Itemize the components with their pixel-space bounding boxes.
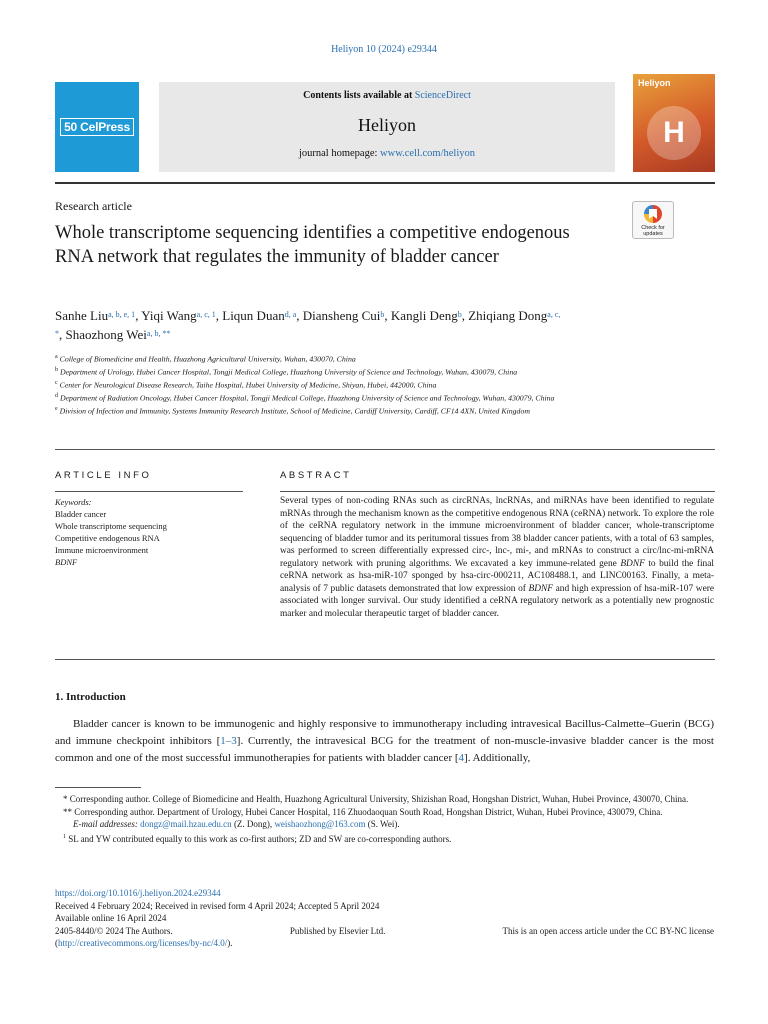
doi-link[interactable]: https://doi.org/10.1016/j.heliyon.2024.e29344 bbox=[55, 888, 221, 898]
abstract-end-divider bbox=[55, 659, 715, 660]
license-link[interactable]: http://creativecommons.org/licenses/by-nc/4.0/ bbox=[58, 938, 228, 949]
abstract-text: Several types of non-coding RNAs such as circRNAs, lncRNAs, and miRNAs have been identified to regulate mRNAs through the mechanism known as the competitive endogenous RNA (ceRNA) network. To explore the role of the ceRNA regulatory network in the immune microenvironment of bladder cancer, whole-transcriptome sequencing of bladder tumor and its peritumoral tissues from 38 bladder cancer patients, with a total of 63 samples, was performed to screen differentially expressed circ-, lnc-, mi-, and mRNAs to construct a circ/lnc-mi-mRNA regulatory network with pruning algorithms. We excavated a key immune-related gene BDNF to build the final ceRNA network as hsa-miR-107 sponged by hsa-circ-000211, AC108488.1, and LINC00163. Finally, a meta-analysis of 7 public datasets demonstrated that low expression of BDNF and high expression of hsa-miR-107 were associated with longer survival. Our study identified a ceRNA regulatory network as a potentially new prognostic marker and molecular therapeutic target of bladder cancer. bbox=[280, 496, 715, 619]
article-title: Whole transcriptome sequencing identifies a competitive endogenous RNA network that regulates the immunity of bladder cancer bbox=[55, 223, 570, 267]
article-metadata bbox=[55, 887, 714, 950]
affiliation-item: $^d$ Department of Radiation Oncology, Hubei Cancer Hospital, Tongji Medical College, Huazhong University of Science and Technology, Wuhan, 430079, China bbox=[55, 393, 555, 403]
author-name[interactable]: Liqun Duan$^{d, a}$, bbox=[222, 308, 303, 323]
keyword-item: Competitive endogenous RNA bbox=[55, 533, 160, 543]
author-name[interactable]: Sanhe Liu$^{a, b, e, 1}$, bbox=[55, 308, 142, 323]
received-dates: Received 4 February 2024; Received in revised form 4 April 2024; Accepted 5 April 2024 bbox=[55, 900, 380, 911]
abstract-heading: ABSTRACT bbox=[280, 470, 352, 481]
journal-masthead bbox=[55, 74, 715, 174]
footnotes bbox=[55, 793, 714, 845]
article-type: Research article bbox=[55, 199, 132, 213]
footnote-corresponding-1: * Corresponding author. College of Biomedicine and Health, Huazhong Agricultural University, Shizishan Road, Hongshan District, Wuhan, Hubei Province, 430070, China. bbox=[63, 794, 689, 804]
email-link[interactable]: weishaozhong@163.com bbox=[274, 819, 366, 830]
bookmark-icon bbox=[644, 205, 662, 223]
license-line: 2405-8440/© 2024 The Authors. Published by Elsevier Ltd. This is an open access article under the CC BY-NC license bbox=[55, 925, 714, 936]
keyword-item: Whole transcriptome sequencing bbox=[55, 521, 167, 531]
section-divider bbox=[55, 449, 715, 450]
citation-link[interactable]: 4 bbox=[458, 752, 465, 764]
email-link[interactable]: dongz@mail.hzau.edu.cn bbox=[140, 819, 232, 830]
affiliation-item: $^b$ Department of Urology, Hubei Cancer Hospital, Tongji Medical College, Huazhong University of Science and Technology, Wuhan, 430079, China bbox=[55, 367, 518, 377]
check-updates-label: Check for updates bbox=[641, 225, 665, 237]
author-affiliation-marks[interactable]: a, c, 1 bbox=[196, 310, 216, 319]
keyword-item: Immune microenvironment bbox=[55, 545, 149, 555]
author-affiliation-marks[interactable]: a, b, ** bbox=[146, 329, 171, 338]
gene-name: BDNF bbox=[528, 583, 554, 594]
footnote-equal-contribution: $^1$ SL and YW contributed equally to this work as co-first authors; ZD and SW are co-corresponding authors. bbox=[63, 833, 452, 844]
cellpress-logo-text: 50 CelPress bbox=[60, 118, 134, 136]
author-name[interactable]: Kangli Deng$^b$, bbox=[390, 308, 469, 323]
journal-reference[interactable]: Heliyon 10 (2024) e29344 bbox=[331, 44, 437, 55]
author-name[interactable]: Yiqi Wang$^{a, c, 1}$, bbox=[141, 308, 223, 323]
homepage-line: journal homepage: www.cell.com/heliyon bbox=[298, 148, 476, 159]
citation-link[interactable]: 1–3 bbox=[220, 735, 237, 747]
keyword-item: Bladder cancer bbox=[55, 509, 107, 519]
cover-emblem bbox=[647, 106, 701, 160]
author-list bbox=[55, 306, 615, 344]
cellpress-logo[interactable] bbox=[55, 82, 139, 172]
article-info-heading: ARTICLE INFO bbox=[55, 470, 152, 481]
available-online: Available online 16 April 2024 bbox=[55, 913, 167, 924]
author-name[interactable]: Zhiqiang Dong$^{a, c, *}$, bbox=[55, 308, 561, 342]
author-affiliation-marks[interactable]: d, a bbox=[284, 310, 297, 319]
footnote-emails: E-mail addresses: dongz@mail.hzau.edu.cn (Z. Dong), weishaozhong@163.com (S. Wei). bbox=[73, 819, 400, 830]
affiliation-item: $^e$ Division of Infection and Immunity, Systems Immunity Research Institute, School of Medicine, Cardiff University, Cardiff, CF14 4XN, United Kingdom bbox=[55, 406, 530, 416]
keyword-item: BDNF bbox=[55, 557, 78, 567]
author-affiliation-marks[interactable]: b bbox=[380, 310, 385, 319]
author-name[interactable]: Diansheng Cui$^b$, bbox=[302, 308, 391, 323]
footnote-corresponding-2: ** Corresponding author. Department of Urology, Hubei Cancer Hospital, 116 Zhuodaoquan South Road, Hongshan District, Wuhan, Hubei Province, 430079, China. bbox=[63, 806, 663, 817]
gene-name: BDNF bbox=[620, 558, 645, 569]
masthead-box bbox=[159, 82, 615, 172]
keywords-label: Keywords: bbox=[55, 497, 92, 507]
affiliation-item: $^c$ Center for Neurological Disease Research, Taihe Hospital, Hubei University of Medicine, Shiyan, Hubei, 442000, China bbox=[55, 380, 437, 390]
journal-cover-image[interactable] bbox=[633, 74, 715, 172]
author-name[interactable]: Shaozhong Wei$^{a, b, **}$ bbox=[65, 327, 171, 342]
keywords-block bbox=[55, 496, 255, 568]
journal-name: Heliyon bbox=[358, 115, 416, 135]
author-affiliation-marks[interactable]: a, b, e, 1 bbox=[108, 310, 136, 319]
cover-letter: H bbox=[663, 116, 685, 149]
affiliation-item: $^a$ College of Biomedicine and Health, Huazhong Agricultural University, Wuhan, 430070, China bbox=[55, 354, 356, 364]
contents-line: Contents lists available at ScienceDirect bbox=[303, 90, 471, 101]
homepage-link[interactable]: www.cell.com/heliyon bbox=[380, 148, 476, 159]
cover-title: Heliyon bbox=[638, 78, 671, 88]
introduction-heading: 1. Introduction bbox=[55, 691, 126, 703]
license-url-line: (http://creativecommons.org/licenses/by-nc/4.0/). bbox=[55, 938, 233, 949]
header-divider bbox=[55, 182, 715, 184]
info-divider bbox=[55, 491, 243, 492]
author-affiliation-marks[interactable]: a, c, * bbox=[55, 310, 561, 338]
check-for-updates-button[interactable] bbox=[632, 201, 674, 239]
author-affiliation-marks[interactable]: b bbox=[457, 310, 462, 319]
introduction-paragraph: Bladder cancer is known to be immunogenic and highly responsive to immunotherapy including intravesical Bacillus-Calmette–Guerin (BCG) and immune checkpoint inhibitors [1–3]. Currently, the intravesical BCG for the treatment of non-muscle-invasive bladder cancer is the most common and one of the most successful immunotherapies for patients with bladder cancer [4]. Additionally, bbox=[55, 718, 714, 764]
sciencedirect-link[interactable]: ScienceDirect bbox=[414, 90, 471, 101]
affiliation-list bbox=[55, 352, 615, 417]
abstract-divider bbox=[280, 491, 715, 492]
footnote-divider bbox=[55, 787, 141, 788]
